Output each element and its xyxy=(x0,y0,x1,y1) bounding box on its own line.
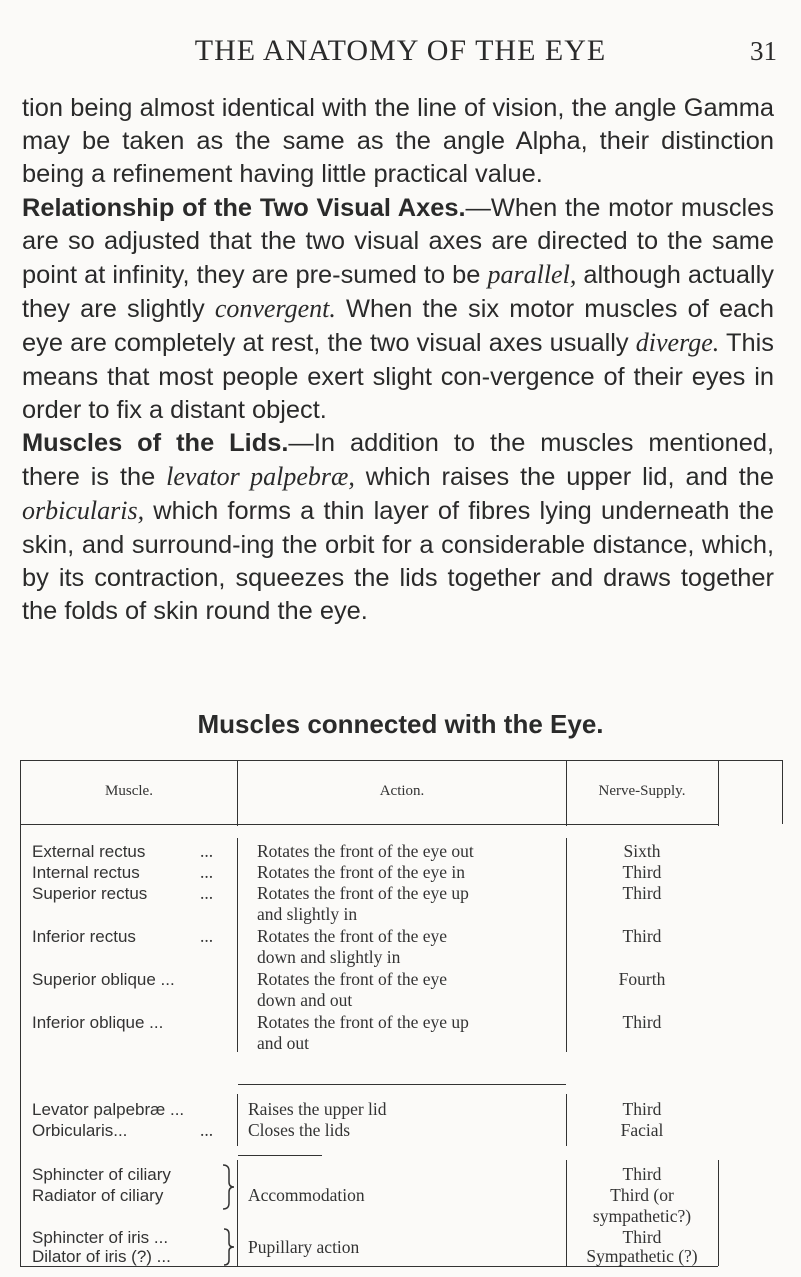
paragraph-3-text: —In addition to the muscles mentioned, there is the xyxy=(22,429,774,492)
action-cell: Pupillary action xyxy=(248,1237,360,1257)
paragraph-2 xyxy=(22,192,774,427)
action-cell: Rotates the front of the eye up xyxy=(257,1012,469,1032)
muscle-cell: Sphincter of ciliary xyxy=(32,1165,171,1184)
group-rule-2 xyxy=(238,1155,322,1156)
table-header-rule-1 xyxy=(20,824,238,825)
table-top-rule xyxy=(20,760,782,761)
table-header-rule-2 xyxy=(238,824,566,825)
nerve-cell: Third (or xyxy=(610,1185,674,1205)
body-text xyxy=(22,92,774,628)
muscle-cell: Inferior rectus xyxy=(32,927,136,946)
muscle-cell: Sphincter of iris ... xyxy=(32,1228,169,1247)
col-divider-3 xyxy=(237,838,238,1052)
section-heading-lids: Muscles of the Lids. xyxy=(22,429,289,458)
paragraph-2-text: When the six motor muscles of each eye are completely at rest, the two visual axes usually xyxy=(22,295,774,358)
paragraph-2-text: although actually they are slightly xyxy=(22,261,774,324)
table-bottom-rule xyxy=(20,1266,718,1267)
table-right-edge xyxy=(782,760,783,824)
nerve-cell: Third xyxy=(622,1227,662,1247)
muscle-cell: Levator palpebræ ... xyxy=(32,1100,185,1119)
header-action: Action. xyxy=(379,783,425,799)
table-header-rule-3 xyxy=(566,824,718,825)
muscle-cell: Dilator of iris (?) ... xyxy=(32,1247,171,1266)
brace-icon xyxy=(222,1228,236,1266)
nerve-cell: Sympathetic (?) xyxy=(586,1246,698,1266)
col-divider-9 xyxy=(566,1160,567,1266)
table-title: Muscles connected with the Eye. xyxy=(197,709,604,739)
leader-dots: ... xyxy=(200,926,214,946)
leader-dots: ... xyxy=(200,841,214,861)
term-convergent: convergent. xyxy=(214,294,336,324)
col-divider-10 xyxy=(718,760,719,826)
nerve-cell: sympathetic?) xyxy=(592,1206,692,1226)
col-divider-2 xyxy=(237,760,238,826)
nerve-cell: Third xyxy=(622,1164,662,1184)
nerve-cell: Third xyxy=(622,1099,662,1119)
action-cell: Closes the lids xyxy=(248,1120,351,1140)
group-rule-1 xyxy=(238,1084,566,1085)
col-divider-4 xyxy=(237,1094,238,1146)
nerve-cell: Sixth xyxy=(623,841,661,861)
paragraph-1-text: tion being almost identical with the line of vision, the angle Gamma may be taken as the same as the angle Alpha, their distinction being a refinement having little practical value. xyxy=(22,94,774,189)
col-divider-1 xyxy=(20,760,21,1267)
col-divider-6 xyxy=(566,760,567,826)
muscle-cell: Radiator of ciliary xyxy=(32,1186,164,1205)
action-cell: Rotates the front of the eye out xyxy=(257,841,474,861)
header-muscle: Muscle. xyxy=(105,783,153,799)
action-cell: and out xyxy=(257,1033,310,1053)
col-divider-7 xyxy=(566,838,567,1052)
action-cell: Rotates the front of the eye in xyxy=(257,862,465,882)
muscle-cell: Inferior oblique ... xyxy=(32,1013,164,1032)
muscle-cell: Superior oblique ... xyxy=(32,970,175,989)
action-cell: down and out xyxy=(257,990,353,1010)
paragraph-1 xyxy=(22,92,774,192)
section-heading-visual-axes: Relationship of the Two Visual Axes. xyxy=(22,193,466,222)
action-cell: Rotates the front of the eye xyxy=(257,926,448,946)
nerve-cell: Fourth xyxy=(618,969,666,989)
action-cell: and slightly in xyxy=(257,904,358,924)
leader-dots: ... xyxy=(200,883,214,903)
term-parallel: parallel, xyxy=(487,260,577,290)
leader-dots: ... xyxy=(200,1120,214,1140)
paragraph-2-text: This means that most people exert slight con-vergence of their eyes in order to fix a distant object. xyxy=(22,329,774,424)
action-cell: Rotates the front of the eye up xyxy=(257,883,469,903)
term-orbicularis: orbicularis, xyxy=(22,496,145,526)
paragraph-3-text: which forms a thin layer of fibres lying underneath the skin, and surround-ing the orbit for a considerable distance, which, by its contraction, squeezes the lids together and draws together the folds of skin round the eye. xyxy=(22,497,774,626)
nerve-cell: Facial xyxy=(620,1120,664,1140)
running-head: THE ANATOMY OF THE EYE xyxy=(194,34,607,67)
paragraph-2-text: —When the motor muscles are so adjusted that the two visual axes are directed to the same point at infinity, they are pre-sumed to be xyxy=(22,193,774,290)
action-cell: Accommodation xyxy=(248,1185,365,1205)
col-divider-5 xyxy=(237,1160,238,1266)
muscle-cell: Superior rectus xyxy=(32,884,148,903)
nerve-cell: Third xyxy=(622,1012,662,1032)
muscle-cell: Orbicularis... xyxy=(32,1121,128,1140)
action-cell: Rotates the front of the eye xyxy=(257,969,448,989)
term-levator: levator palpebræ, xyxy=(166,462,355,492)
muscle-cell: Internal rectus xyxy=(32,863,140,882)
nerve-cell: Third xyxy=(622,926,662,946)
nerve-cell: Third xyxy=(622,862,662,882)
paragraph-3-text: which raises the upper lid, and the xyxy=(354,463,774,492)
col-divider-8 xyxy=(566,1094,567,1146)
term-diverge: diverge. xyxy=(635,328,720,358)
header-nerve: Nerve-Supply. xyxy=(598,783,686,799)
brace-icon xyxy=(220,1163,236,1211)
muscle-cell: External rectus xyxy=(32,842,146,861)
col-divider-11 xyxy=(718,1160,719,1266)
action-cell: down and slightly in xyxy=(257,947,401,967)
paragraph-3 xyxy=(22,427,774,628)
action-cell: Raises the upper lid xyxy=(248,1099,387,1119)
nerve-cell: Third xyxy=(622,883,662,903)
page-header xyxy=(0,34,801,74)
leader-dots: ... xyxy=(200,862,214,882)
page-number: 31 xyxy=(750,36,777,66)
